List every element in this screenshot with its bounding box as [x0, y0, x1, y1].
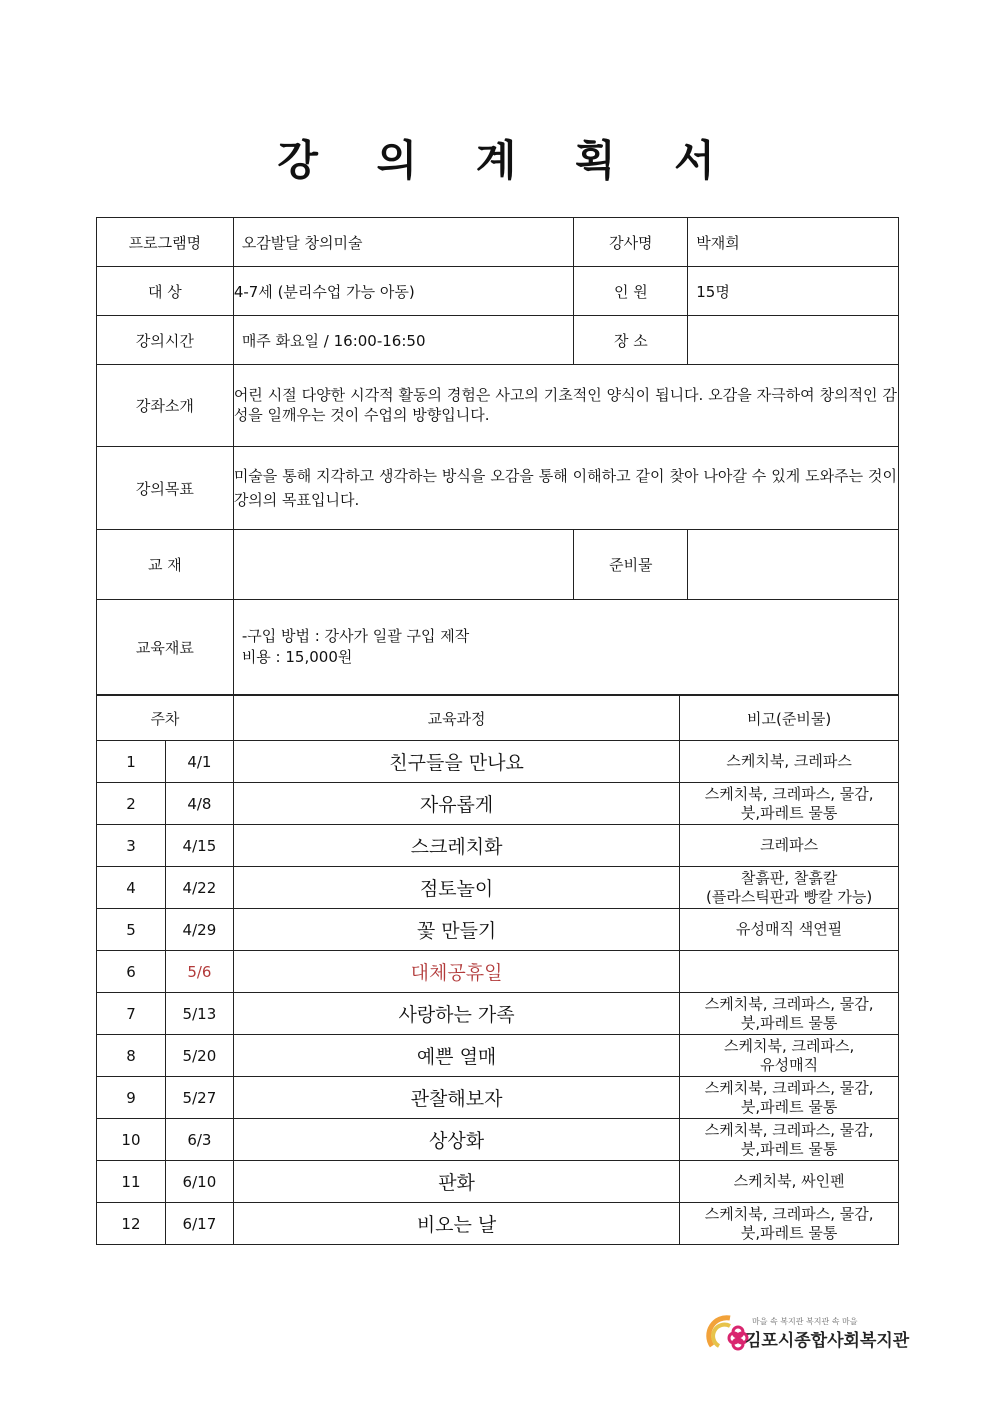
info-table	[96, 217, 899, 695]
course-note-line: (플라스틱판과 빵칼 가능)	[706, 887, 873, 906]
week-number: 5	[97, 909, 166, 951]
week-date: 4/1	[165, 741, 233, 783]
target-label: 대 상	[97, 267, 234, 316]
table-row	[97, 867, 899, 909]
target-value: 4-7세 (분리수업 가능 아동)	[233, 267, 574, 316]
course-title: 꽃 만들기	[233, 909, 679, 951]
course-note	[680, 1203, 899, 1245]
intro-label: 강좌소개	[97, 365, 234, 447]
course-title: 사랑하는 가족	[233, 993, 679, 1035]
time-value: 매주 화요일 / 16:00-16:50	[233, 316, 574, 365]
instructor-label: 강사명	[574, 218, 688, 267]
schedule-table	[96, 695, 899, 1245]
course-note-line: 스케치북, 크레파스, 물감,	[704, 1120, 874, 1139]
material-line-1: -구입 방법 : 강사가 일괄 구입 제작	[241, 627, 470, 645]
table-row	[97, 825, 899, 867]
course-title: 비오는 날	[233, 1203, 679, 1245]
course-note-line: 스케치북, 크레파스, 물감,	[704, 994, 874, 1013]
table-row	[97, 1077, 899, 1119]
course-note	[680, 1035, 899, 1077]
week-date: 5/20	[165, 1035, 233, 1077]
course-note-line: 유성매직 색연필	[736, 920, 843, 938]
logo-tagline: 마을 속 복지관 복지관 속 마을	[752, 1317, 858, 1326]
course-title: 스크레치화	[233, 825, 679, 867]
prep-value	[688, 530, 899, 600]
course-note	[680, 783, 899, 825]
logo-name: 김포시종합사회복지관	[745, 1331, 910, 1351]
table-row	[97, 909, 899, 951]
table-row	[97, 951, 899, 993]
table-row	[97, 1119, 899, 1161]
week-date: 5/27	[165, 1077, 233, 1119]
course-note-line: 붓,파레트 물통	[740, 1013, 838, 1032]
course-note-line: 찰흙판, 찰흙칼	[740, 868, 838, 887]
course-note-line: 스케치북, 싸인펜	[733, 1172, 845, 1190]
week-number: 8	[97, 1035, 166, 1077]
course-note-line: 붓,파레트 물통	[740, 1223, 838, 1242]
material-label: 교육재료	[97, 600, 234, 695]
course-title: 친구들을 만나요	[233, 741, 679, 783]
course-title: 상상화	[233, 1119, 679, 1161]
course-title: 예쁜 열매	[233, 1035, 679, 1077]
course-note-line: 붓,파레트 물통	[740, 1097, 838, 1116]
time-label: 강의시간	[97, 316, 234, 365]
table-row	[97, 1161, 899, 1203]
course-note	[680, 909, 899, 951]
course-note	[680, 1161, 899, 1203]
week-number: 3	[97, 825, 166, 867]
week-date: 4/29	[165, 909, 233, 951]
program-label: 프로그램명	[97, 218, 234, 267]
intro-value: 어린 시절 다양한 시각적 활동의 경험은 사고의 기초적인 양식이 됩니다. 오감을 자극하여 창의적인 감성을 일깨우는 것이 수업의 방향입니다.	[233, 365, 898, 447]
week-number: 1	[97, 741, 166, 783]
week-number: 7	[97, 993, 166, 1035]
week-date: 4/8	[165, 783, 233, 825]
course-note-line: 붓,파레트 물통	[740, 1139, 838, 1158]
textbook-label: 교 재	[97, 530, 234, 600]
week-date: 5/13	[165, 993, 233, 1035]
course-note-line: 스케치북, 크레파스,	[724, 1036, 855, 1055]
page-title: 강 의 계 획 서	[277, 136, 737, 185]
week-number: 10	[97, 1119, 166, 1161]
week-date: 5/6	[165, 951, 233, 993]
course-note-line: 스케치북, 크레파스, 물감,	[704, 1078, 874, 1097]
program-value: 오감발달 창의미술	[233, 218, 574, 267]
course-note-line: 스케치북, 크레파스, 물감,	[704, 1204, 874, 1223]
table-row	[97, 741, 899, 783]
goal-label: 강의목표	[97, 447, 234, 530]
place-value	[688, 316, 899, 365]
week-number: 2	[97, 783, 166, 825]
week-date: 6/17	[165, 1203, 233, 1245]
place-label: 장 소	[574, 316, 688, 365]
course-note	[680, 1077, 899, 1119]
header-course: 교육과정	[233, 696, 679, 741]
course-note-line: 스케치북, 크레파스	[726, 752, 852, 770]
count-label: 인 원	[574, 267, 688, 316]
course-note	[680, 951, 899, 993]
week-number: 12	[97, 1203, 166, 1245]
course-note-line: 크레파스	[760, 836, 819, 854]
course-note	[680, 993, 899, 1035]
week-number: 6	[97, 951, 166, 993]
goal-value: 미술을 통해 지각하고 생각하는 방식을 오감을 통해 이해하고 같이 찾아 나아갈 수 있게 도와주는 것이 강의의 목표입니다.	[233, 447, 898, 530]
table-row	[97, 783, 899, 825]
course-title: 대체공휴일	[233, 951, 679, 993]
course-title: 관찰해보자	[233, 1077, 679, 1119]
instructor-value: 박재희	[688, 218, 899, 267]
course-note	[680, 1119, 899, 1161]
week-number: 11	[97, 1161, 166, 1203]
material-value	[233, 600, 898, 695]
table-row	[97, 1035, 899, 1077]
course-note	[680, 741, 899, 783]
course-note	[680, 825, 899, 867]
prep-label: 준비물	[574, 530, 688, 600]
table-row	[97, 993, 899, 1035]
course-note-line: 유성매직	[760, 1055, 819, 1074]
week-date: 6/3	[165, 1119, 233, 1161]
course-note-line: 붓,파레트 물통	[740, 803, 838, 822]
course-note-line: 스케치북, 크레파스, 물감,	[704, 784, 874, 803]
header-note: 비고(준비물)	[680, 696, 899, 741]
course-title: 점토놀이	[233, 867, 679, 909]
course-title: 자유롭게	[233, 783, 679, 825]
week-date: 6/10	[165, 1161, 233, 1203]
textbook-value	[233, 530, 574, 600]
week-date: 4/15	[165, 825, 233, 867]
count-value: 15명	[688, 267, 899, 316]
week-number: 9	[97, 1077, 166, 1119]
header-week: 주차	[97, 696, 234, 741]
course-title: 판화	[233, 1161, 679, 1203]
week-date: 4/22	[165, 867, 233, 909]
table-row	[97, 1203, 899, 1245]
course-note	[680, 867, 899, 909]
material-line-2: 비용 : 15,000원	[241, 648, 353, 666]
week-number: 4	[97, 867, 166, 909]
